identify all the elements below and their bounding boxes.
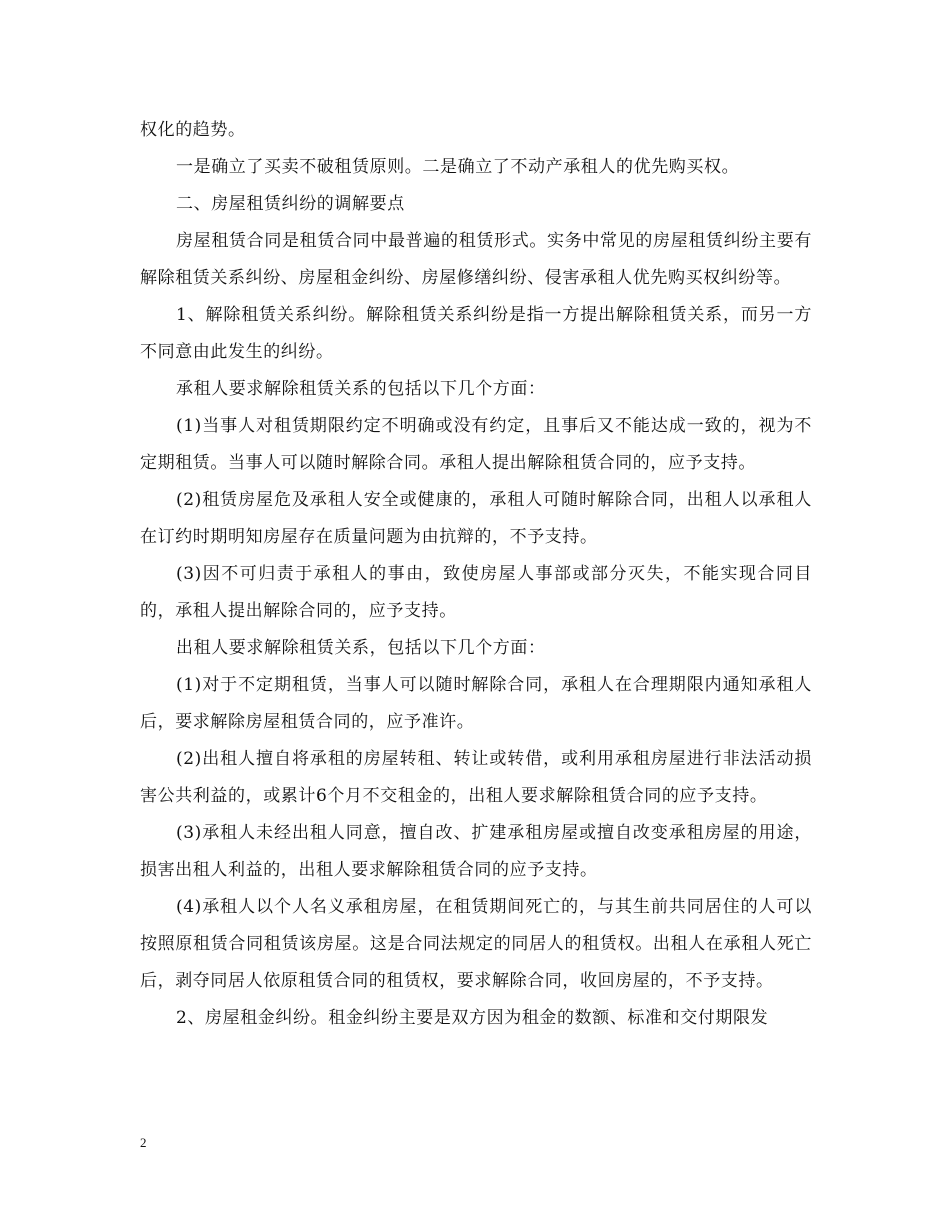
paragraph-lessor-4: (4)承租人以个人名义承租房屋，在租赁期间死亡的，与其生前共同居住的人可以按照原租赁合同租赁该房屋。这是合同法规定的同居人的租赁权。出租人在承租人死亡后，剥夺同居人依原租赁合同的租赁权，要求解除合同，收回房屋的，不予支持。 — [140, 897, 812, 991]
paragraph-principles: 一是确立了买卖不破租赁原则。二是确立了不动产承租人的优先购买权。 — [176, 157, 740, 177]
paragraph-lessor-heading: 出租人要求解除租赁关系，包括以下几个方面： — [176, 638, 546, 658]
paragraph-lessee-2: (2)租赁房屋危及承租人安全或健康的，承租人可随时解除合同，出租人以承租人在订约时期明知房屋存在质量问题为由抗辩的，不予支持。 — [140, 490, 812, 547]
paragraph-lessee-1: (1)当事人对租赁期限约定不明确或没有约定，且事后又不能达成一致的，视为不定期租赁。当事人可以随时解除合同。承租人提出解除租赁合同的，应予支持。 — [140, 416, 812, 473]
paragraph-lessor-2: (2)出租人擅自将承租的房屋转租、转让或转借，或利用承租房屋进行非法活动损害公共利益的，或累计6个月不交租金的，出租人要求解除租赁合同的应予支持。 — [140, 749, 812, 806]
document-body — [140, 112, 812, 1037]
page-number: 2 — [140, 1135, 147, 1150]
paragraph-intro: 房屋租赁合同是租赁合同中最普遍的租赁形式。实务中常见的房屋租赁纠纷主要有解除租赁关系纠纷、房屋租金纠纷、房屋修缮纠纷、侵害承租人优先购买权纠纷等。 — [140, 231, 812, 288]
paragraph-lessor-1: (1)对于不定期租赁，当事人可以随时解除合同，承租人在合理期限内通知承租人后，要求解除房屋租赁合同的，应予准许。 — [140, 675, 812, 732]
section-heading: 二、房屋租赁纠纷的调解要点 — [176, 194, 405, 214]
paragraph-continuation: 权化的趋势。 — [140, 120, 246, 140]
paragraph-lessee-heading: 承租人要求解除租赁关系的包括以下几个方面： — [176, 379, 546, 399]
paragraph-item-1: 1、解除租赁关系纠纷。解除租赁关系纠纷是指一方提出解除租赁关系，而另一方不同意由此发生的纠纷。 — [140, 305, 812, 362]
paragraph-lessee-3: (3)因不可归责于承租人的事由，致使房屋人事部或部分灭失，不能实现合同目的，承租人提出解除合同的，应予支持。 — [140, 564, 812, 621]
paragraph-lessor-3: (3)承租人未经出租人同意，擅自改、扩建承租房屋或擅自改变承租房屋的用途，损害出租人利益的，出租人要求解除租赁合同的应予支持。 — [140, 823, 812, 880]
paragraph-item-2: 2、房屋租金纠纷。租金纠纷主要是双方因为租金的数额、标准和交付期限发 — [176, 1008, 769, 1028]
